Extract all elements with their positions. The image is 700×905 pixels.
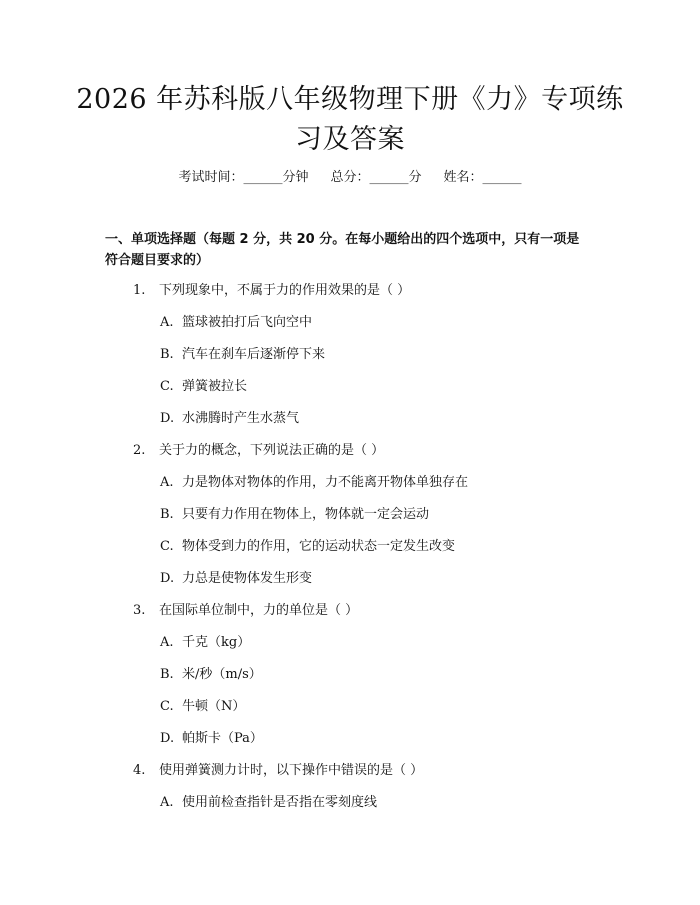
question-3-option-d <box>160 729 263 749</box>
option-letter: D. <box>160 571 175 586</box>
document-title-line-1: 2026 年苏科版八年级物理下册《力》专项练 <box>76 84 624 115</box>
question-4-option-a <box>160 793 377 813</box>
option-letter: D. <box>160 411 175 426</box>
option-letter: B. <box>160 667 174 682</box>
option-letter: C. <box>160 539 174 554</box>
option-text: 力总是使物体发生形变 <box>182 571 313 586</box>
question-number: 3. <box>133 603 146 618</box>
question-3-option-a <box>160 633 250 653</box>
question-1 <box>133 281 410 301</box>
question-stem: 关于力的概念，下列说法正确的是（ ） <box>159 443 385 458</box>
question-number: 1. <box>133 283 146 298</box>
option-text: 汽车在刹车后逐渐停下来 <box>182 347 326 362</box>
question-3 <box>133 601 358 621</box>
question-3-option-b <box>160 665 262 685</box>
question-stem: 使用弹簧测力计时，以下操作中错误的是（ ） <box>159 763 424 778</box>
section-heading-line-1: 一、单项选择题（每题 2 分，共 20 分。在每小题给出的四个选项中，只有一项是 <box>105 232 580 247</box>
question-stem: 下列现象中，不属于力的作用效果的是（ ） <box>159 283 411 298</box>
section-heading-line-2: 符合题目要求的） <box>105 253 210 268</box>
option-text: 米/秒（m/s） <box>182 667 262 682</box>
question-2-option-c <box>160 537 455 557</box>
option-letter: A. <box>160 315 174 330</box>
option-letter: B. <box>160 507 174 522</box>
question-2-option-a <box>160 473 468 493</box>
option-text: 牛顿（N） <box>182 699 246 714</box>
option-text: 力是物体对物体的作用，力不能离开物体单独存在 <box>182 475 469 490</box>
option-letter: A. <box>160 475 174 490</box>
option-text: 弹簧被拉长 <box>182 379 248 394</box>
total-score-field: 总分：______分 <box>330 170 422 185</box>
question-1-option-b <box>160 345 325 365</box>
exam-time-field: 考试时间：______分钟 <box>178 170 309 185</box>
question-1-option-a <box>160 313 312 333</box>
option-text: 水沸腾时产生水蒸气 <box>182 411 300 426</box>
option-letter: A. <box>160 635 174 650</box>
option-text: 帕斯卡（Pa） <box>182 731 263 746</box>
question-4 <box>133 761 423 781</box>
exam-meta-row <box>0 168 700 188</box>
question-2-option-d <box>160 569 312 589</box>
option-text: 千克（kg） <box>182 635 251 650</box>
question-number: 2. <box>133 443 146 458</box>
question-number: 4. <box>133 763 146 778</box>
question-1-option-d <box>160 409 299 429</box>
question-3-option-c <box>160 697 245 717</box>
option-text: 物体受到力的作用，它的运动状态一定发生改变 <box>182 539 456 554</box>
option-letter: C. <box>160 699 174 714</box>
option-letter: A. <box>160 795 174 810</box>
option-letter: B. <box>160 347 174 362</box>
option-letter: C. <box>160 379 174 394</box>
option-text: 篮球被拍打后飞向空中 <box>182 315 313 330</box>
option-text: 只要有力作用在物体上，物体就一定会运动 <box>182 507 430 522</box>
document-title-line-2: 习及答案 <box>295 124 405 155</box>
option-text: 使用前检查指针是否指在零刻度线 <box>182 795 378 810</box>
question-2-option-b <box>160 505 429 525</box>
question-1-option-c <box>160 377 247 397</box>
question-2 <box>133 441 384 461</box>
question-stem: 在国际单位制中，力的单位是（ ） <box>159 603 359 618</box>
name-field: 姓名：______ <box>443 170 522 185</box>
option-letter: D. <box>160 731 175 746</box>
